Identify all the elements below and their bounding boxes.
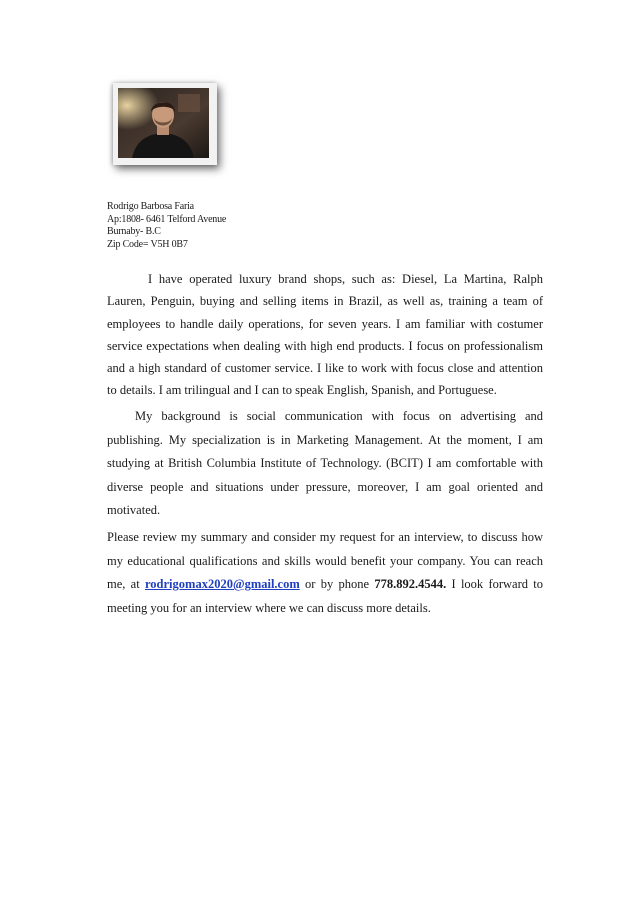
profile-photo-image [118, 88, 209, 158]
email-link[interactable]: rodrigomax2020@gmail.com [144, 577, 300, 591]
paragraph-line: Please review my summary and consider my request for an interview, to discuss how [107, 530, 543, 544]
paragraph-line: to details. I am trilingual and I can to speak English, Spanish, and Portuguese. [107, 383, 497, 398]
contact-line [107, 573, 543, 597]
paragraph-line: and a high standard of customer service. I like to work with focus close and attention [107, 361, 543, 376]
sender-address [107, 201, 226, 251]
paragraph-line: I have operated luxury brand shops, such as: Diesel, La Martina, Ralph [148, 272, 543, 286]
phone-number: 778.892.4544. [374, 577, 447, 591]
paragraph-line: my educational qualifications and skills would benefit your company. You can reach [107, 553, 543, 568]
sender-street: Ap:1808- 6461 Telford Avenue [107, 213, 227, 225]
profile-photo [113, 83, 217, 165]
paragraph-line: Lauren, Penguin, buying and selling items in Brazil, as well as, training a team of [107, 294, 543, 309]
paragraph-line: motivated. [107, 503, 161, 517]
paragraph-line: diverse people and situations under pressure, moreover, I am goal oriented and [107, 479, 543, 494]
contact-prefix: me, at [107, 577, 145, 591]
sender-zip: Zip Code= V5H 0B7 [107, 238, 188, 250]
paragraph-line: My background is social communication with focus on advertising and [135, 409, 543, 423]
paragraph-experience [107, 268, 543, 402]
paragraph-closing [107, 526, 543, 620]
paragraph-line: employees to handle daily operations, for seven years. I am familiar with costumer [107, 316, 543, 331]
paragraph-line: publishing. My specialization is in Marketing Management. At the moment, I am [107, 432, 543, 447]
paragraph-background [107, 405, 543, 523]
paragraph-line: service expectations when dealing with high end products. I focus on professionalism [107, 338, 543, 353]
sender-name: Rodrigo Barbosa Faria [107, 201, 194, 212]
contact-suffix: I look forward to [446, 577, 544, 591]
paragraph-line: meeting you for an interview where we can discuss more details. [107, 600, 431, 615]
sender-city: Burnaby- B.C [107, 226, 161, 237]
paragraph-line: studying at British Columbia Institute of Technology. (BCIT) I am comfortable with [107, 456, 543, 470]
contact-mid: or by phone [299, 577, 375, 591]
